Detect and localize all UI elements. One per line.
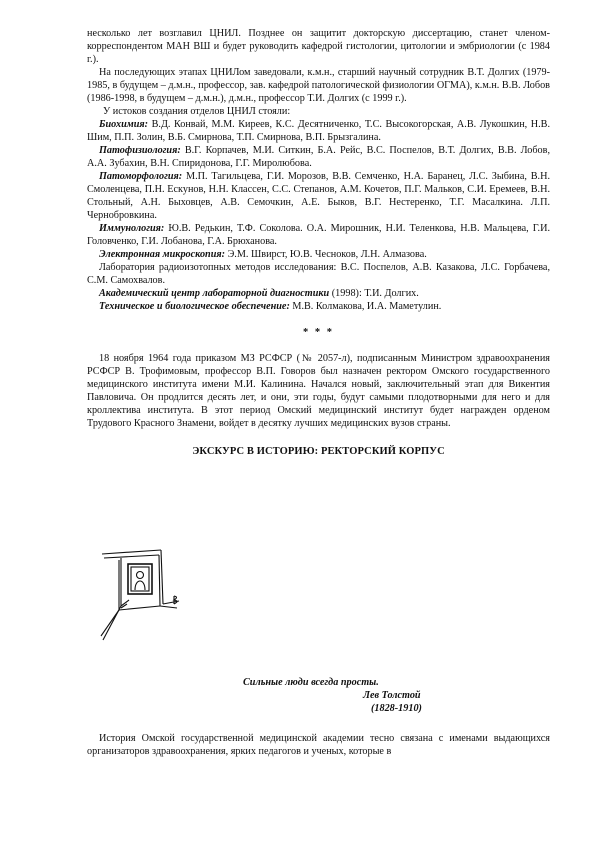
department-staff: М.В. Колмакова, И.А. Маметулин. <box>289 301 442 312</box>
paragraph-intro: несколько лет возглавил ЦНИЛ. Позднее он защитит докторскую диссертацию, станет членом-корреспондентом МАН ВШ и будет руководить кафедрой гистологии, цитологии и эмбриологии (с 1984 г.). <box>87 28 550 65</box>
sketch-illustration <box>99 548 194 643</box>
department-electron-microscopy <box>87 248 550 261</box>
section-heading: ЭКСКУРС В ИСТОРИЮ: РЕКТОРСКИЙ КОРПУС <box>192 446 445 457</box>
department-label: Патофизиология: <box>99 145 181 156</box>
department-staff: В.Г. Корпачев, М.И. Ситкин, Б.А. Рейс, В.С. Поспелов, В.Т. Долгих, В.В. Лобов, А.А. Зубахин, В.Н. Спиридонова, Г.Г. Миролюбова. <box>87 145 550 169</box>
department-staff: М.П. Тагильцева, Г.И. Морозов, В.В. Семченко, Н.А. Баранец, Л.С. Зыбина, В.Н. Смоленцева, П.Н. Ескунов, Н.Н. Классен, С.С. Степанов, А.М. Кочетов, П.Г. Мальков, С.И. Еремеев, В.Н. Стольный, А.Н. Быховцев, А.В. Семочкин, А.Е. Быков, В.Г. Нестеренко, Т.Г. Масалкина. Л.П. Чернобровкина. <box>87 171 550 221</box>
department-pathomorphology <box>87 170 550 222</box>
department-pathophysiology <box>87 144 550 170</box>
department-immunology <box>87 222 550 248</box>
paragraph-origins: У истоков создания отделов ЦНИЛ стояли: <box>103 106 291 117</box>
department-label: Патоморфология: <box>99 171 183 182</box>
department-radioisotope-lab <box>87 261 550 287</box>
document-body-continued <box>87 732 550 758</box>
paragraph-history: История Омской государственной медицинской академии тесно связана с именами выдающихся организаторов здравоохранения, ярких педагогов и ученых, которые в <box>87 733 550 757</box>
department-staff: В.Д. Конвай, М.М. Киреев, К.С. Десятниченко, Т.С. Высокогорская, А.В. Лукошкин, Н.В. Шим, П.П. Золин, В.Б. Смирнова, Т.П. Смирнова, В.П. Брызгалина. <box>87 119 550 143</box>
paragraph-rector-appointment: 18 ноября 1964 года приказом МЗ РСФСР (№ 2057-л), подписанным Министром здравоохранения РСФСР В. Трофимовым, профессор В.П. Говоров был назначен ректором Омского государственного медицинского института имени М.И. Калинина. Начался новый, заключительный этап для Викентия Павловича. Он продлится десять лет, и они, эти годы, будут самыми плодотворными для него и для кроллектива института. В этот период Омский медицинский институт будет награжден орденом Трудового Красного Знамени, войдет в десятку лучших медицинских вузов страны. <box>87 353 550 429</box>
department-staff: Лаборатория радиоизотопных методов исследования: В.С. Поспелов, А.В. Казакова, Л.С. Горбачева, С.М. Самохвалов. <box>87 262 550 286</box>
department-label: Биохимия: <box>99 119 149 130</box>
department-staff: Ю.В. Редькин, Т.Ф. Соколова. О.А. Мирошник, Н.И. Теленкова, Н.В. Мальцева, Г.И. Головченко, Г.И. Лобанова, Г.А. Брюханова. <box>87 223 550 247</box>
department-label: Иммунология: <box>99 223 165 234</box>
department-label: Академический центр лабораторной диагностики <box>99 288 330 299</box>
department-staff: Э.М. Швирст, Ю.В. Чесноков, Л.Н. Алмазова. <box>225 249 427 260</box>
department-staff: (1998): Т.И. Долгих. <box>329 288 419 299</box>
department-label: Техническое и биологическое обеспечение: <box>99 301 290 312</box>
framed-portrait-sketch-icon <box>99 548 194 643</box>
paragraph-heads: На последующих этапах ЦНИЛом заведовали, к.м.н., старший научный сотрудник В.Т. Долгих (1979-1985, в будущем – д.м.н., профессор, зав. кафедрой патологической физиологии ОГМА), к.м.н. В.В. Лобов (1986-1998, в будущем – д.м.н.), д.м.н., профессор Т.И. Долгих (с 1999 г.). <box>87 67 550 104</box>
epigraph-author: Лев Толстой <box>363 690 421 701</box>
department-lab-diagnostics <box>87 287 550 300</box>
department-biochemistry <box>87 118 550 144</box>
epigraph-quote: Сильные люди всегда просты. <box>243 677 379 688</box>
department-label: Электронная микроскопия: <box>99 249 226 260</box>
document-body <box>87 27 550 457</box>
epigraph <box>243 676 443 715</box>
epigraph-years: (1828-1910) <box>371 703 422 714</box>
section-separator: * * * <box>303 327 334 338</box>
department-technical-support <box>87 300 550 313</box>
